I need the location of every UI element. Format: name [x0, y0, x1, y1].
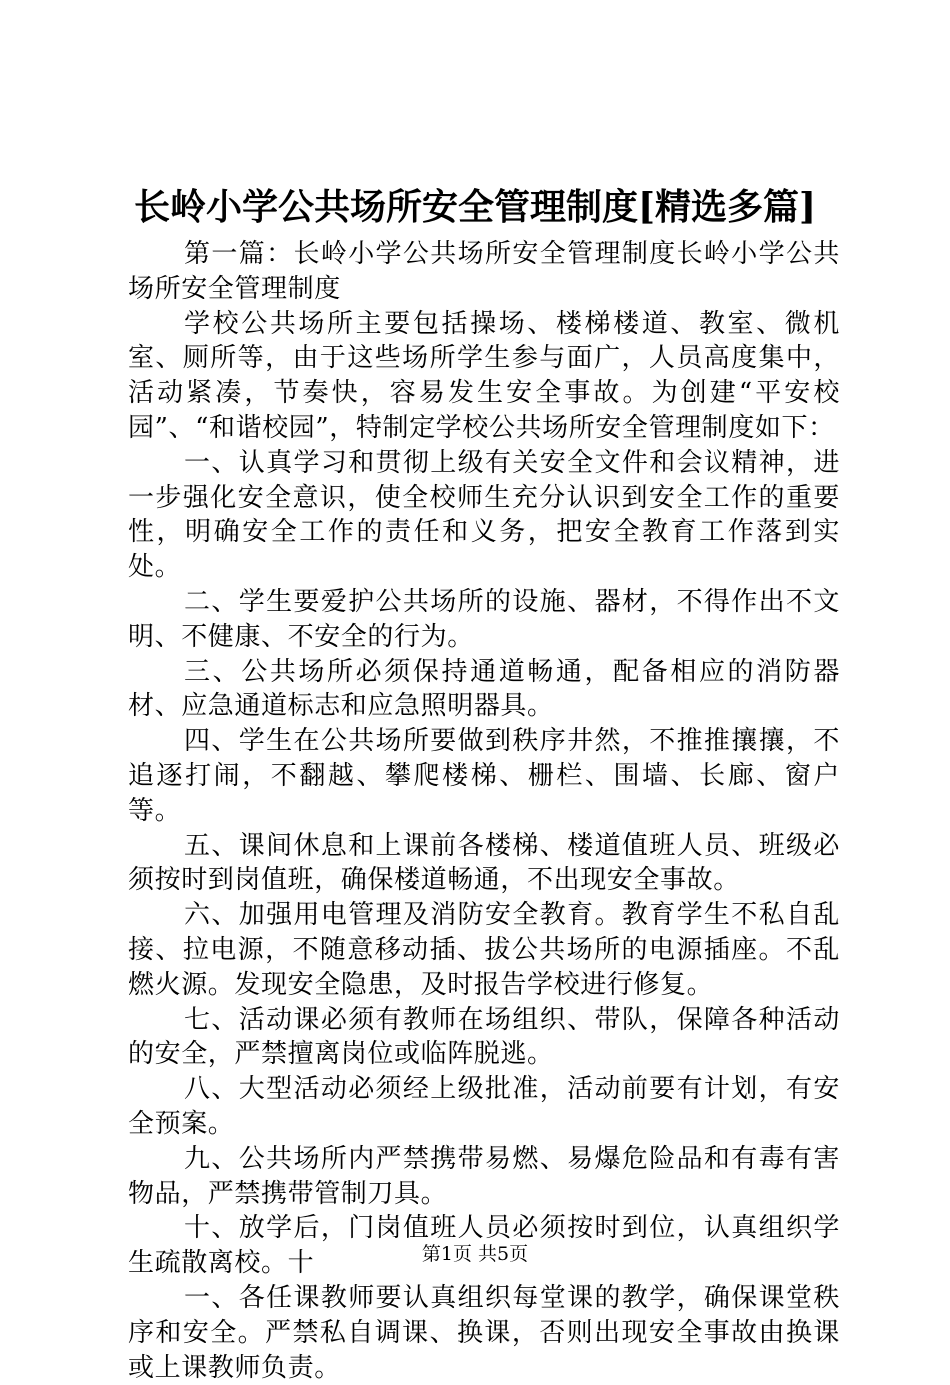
paragraph: 三、公共场所必须保持通道畅通，配备相应的消防器材、应急通道标志和应急照明器具。 — [128, 656, 840, 722]
paragraph: 一、认真学习和贯彻上级有关安全文件和会议精神，进一步强化安全意识，使全校师生充分认识到安全工作的重要性，明确安全工作的责任和义务，把安全教育工作落到实处。 — [128, 447, 840, 583]
paragraph: 八、大型活动必须经上级批准，活动前要有计划，有安全预案。 — [128, 1074, 840, 1139]
paragraph: 一、各任课教师要认真组织每堂课的教学，确保课堂秩序和安全。严禁私自调课、换课，否则出现安全事故由换课或上课教师负责。 — [128, 1282, 840, 1383]
paragraph: 二、学生要爱护公共场所的设施、器材，不得作出不文明、不健康、不安全的行为。 — [128, 586, 840, 652]
document-title: 长岭小学公共场所安全管理制度[精选多篇] — [133, 186, 817, 228]
paragraph: 九、公共场所内严禁携带易燃、易爆危险品和有毒有害物品，严禁携带管制刀具。 — [128, 1143, 840, 1209]
paragraph: 五、课间休息和上课前各楼梯、楼道值班人员、班级必须按时到岗值班，确保楼道畅通，不出现安全事故。 — [128, 830, 840, 896]
paragraph: 十、放学后，门岗值班人员必须按时到位，认真组织学生疏散离校。十 — [128, 1213, 840, 1279]
page-number-footer: 第1页 共5页 — [421, 1243, 529, 1265]
paragraph: 学校公共场所主要包括操场、楼梯楼道、教室、微机室、厕所等，由于这些场所学生参与面广，人员高度集中，活动紧凑，节奏快，容易发生安全事故。为创建“平安校园”、“和谐校园”，特制定学校公共场所安全管理制度如下： — [128, 308, 840, 443]
paragraph: 六、加强用电管理及消防安全教育。教育学生不私自乱接、拉电源，不随意移动插、拔公共场所的电源插座。不乱燃火源。发现安全隐患，及时报告学校进行修复。 — [128, 900, 840, 1000]
paragraph: 第一篇：长岭小学公共场所安全管理制度长岭小学公共场所安全管理制度 — [128, 239, 840, 304]
document-body — [128, 237, 840, 1385]
paragraph: 四、学生在公共场所要做到秩序井然，不推推攘攘，不追逐打闹，不翻越、攀爬楼梯、栅栏、围墙、长廊、窗户等。 — [128, 726, 840, 826]
paragraph: 七、活动课必须有教师在场组织、带队，保障各种活动的安全，严禁擅离岗位或临阵脱逃。 — [128, 1004, 840, 1070]
